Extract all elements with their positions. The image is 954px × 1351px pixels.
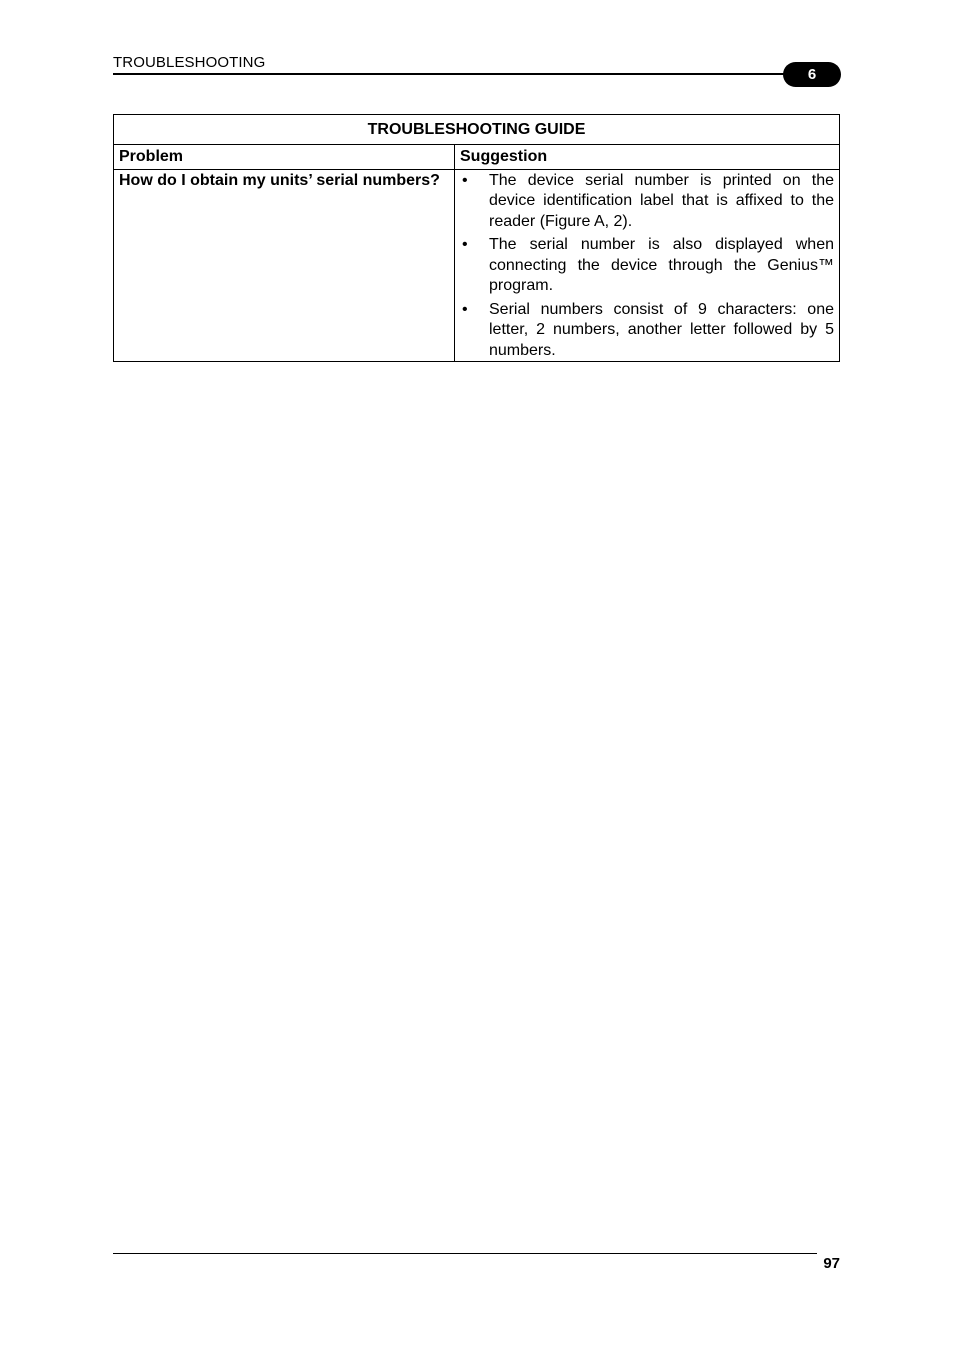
header-rule — [113, 73, 789, 75]
table-title-row — [114, 115, 840, 145]
table-title: TROUBLESHOOTING GUIDE — [114, 115, 840, 145]
problem-cell: How do I obtain my units’ serial numbers? — [114, 169, 455, 362]
bullet-icon: • — [462, 236, 468, 253]
column-header-suggestion: Suggestion — [455, 145, 840, 170]
section-title: TROUBLESHOOTING — [113, 54, 266, 71]
suggestion-text: Serial numbers consist of 9 characters: one letter, 2 numbers, another letter followed by 5 numbers. — [489, 300, 834, 359]
suggestion-item — [460, 171, 834, 233]
suggestion-cell — [455, 169, 840, 362]
page-number: 97 — [823, 1255, 840, 1272]
footer-rule — [113, 1253, 817, 1254]
table-header-row — [114, 145, 840, 170]
suggestion-item — [460, 235, 834, 297]
suggestion-text: The serial number is also displayed when connecting the device through the Genius™ program. — [489, 236, 834, 294]
suggestion-text: The device serial number is printed on the device identification label that is affixed to the reader (Figure A, 2). — [489, 171, 834, 230]
troubleshooting-table — [113, 114, 840, 362]
bullet-icon: • — [462, 300, 468, 318]
page-header — [113, 54, 841, 88]
suggestion-list — [460, 171, 834, 362]
chapter-badge: 6 — [783, 62, 841, 87]
table-row — [114, 169, 840, 362]
column-header-problem: Problem — [114, 145, 455, 170]
suggestion-item — [460, 300, 834, 362]
bullet-icon: • — [462, 171, 468, 189]
